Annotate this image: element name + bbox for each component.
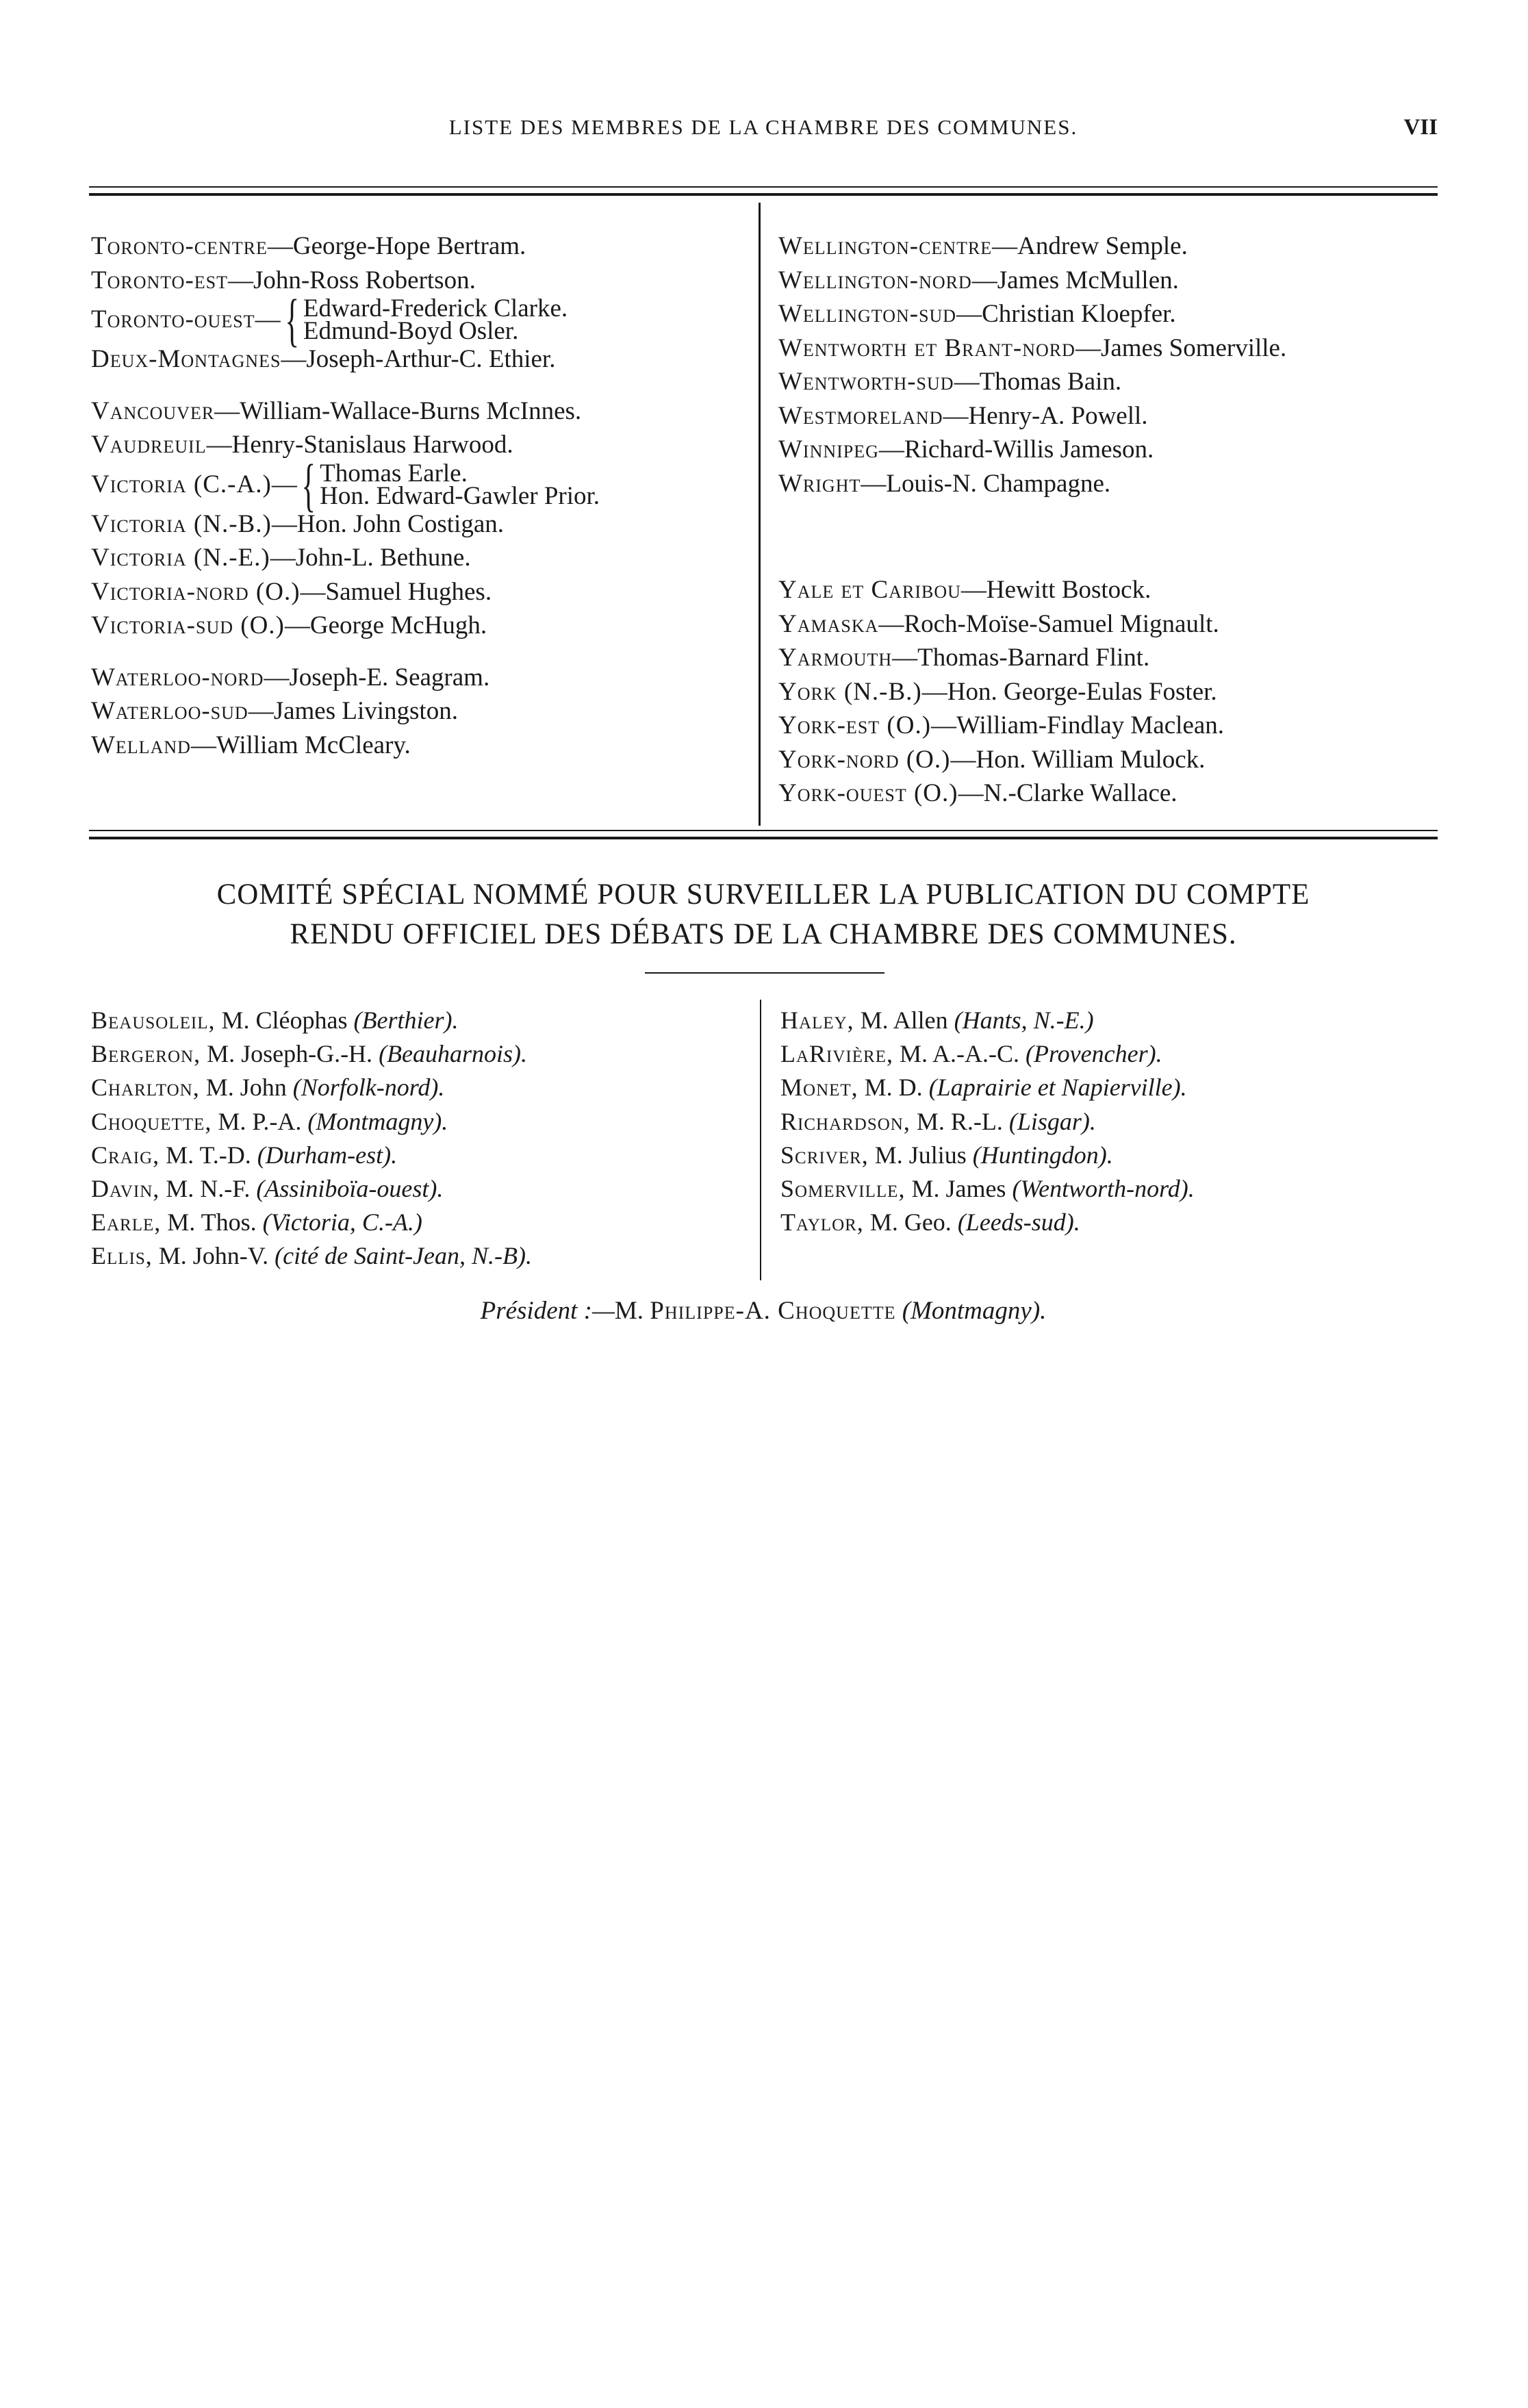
committee-heading-rule <box>645 972 884 974</box>
member-entry: Victoria (N.-B.)—Hon. John Costigan. <box>91 509 504 538</box>
mid-rule-thin <box>89 830 1438 831</box>
member-entry: Yamaska—Roch-Moïse-Samuel Mignault. <box>778 609 1219 638</box>
committee-president: Président :—M. Philippe-A. Choquette (Montmagny). <box>480 1297 1047 1325</box>
member-entry: Wellington-sud—Christian Kloepfer. <box>778 300 1176 328</box>
committee-member: Richardson, M. R.-L. (Lisgar). <box>780 1107 1096 1135</box>
members-right-column <box>778 229 1286 811</box>
president-label: Président :— <box>480 1297 615 1325</box>
member-entry: Westmoreland—Henry-A. Powell. <box>778 401 1148 430</box>
committee-left-column <box>91 1004 532 1273</box>
page-number: VII <box>1403 115 1438 140</box>
committee-member: Somerville, M. James (Wentworth-nord). <box>780 1174 1195 1202</box>
member-entry: Victoria (N.-E.)—John-L. Bethune. <box>91 544 471 572</box>
committee-column-divider <box>760 1000 761 1280</box>
mid-rule-thick <box>89 837 1438 839</box>
committee-heading-line-1: COMITÉ SPÉCIAL NOMMÉ POUR SURVEILLER LA PUBLICATION DU COMPTE <box>216 878 1310 911</box>
committee-member: Taylor, M. Geo. (Leeds-sud). <box>780 1208 1080 1237</box>
committee-member: Scriver, M. Julius (Huntingdon). <box>780 1141 1113 1169</box>
brace-glyph: { <box>284 287 299 353</box>
member-entry: Welland—William McCleary. <box>91 731 411 759</box>
member-entry: York-ouest (O.)—N.-Clarke Wallace. <box>778 779 1177 807</box>
committee-member: Ellis, M. John-V. (cité de Saint-Jean, N.-B). <box>91 1242 532 1270</box>
member-entry: York-est (O.)—William-Findlay Maclean. <box>778 711 1225 739</box>
brace-glyph: { <box>301 451 316 518</box>
member-entry: Victoria (C.-A.) — { Thomas Earle. Hon. Edward-Gawler Prior. <box>91 451 600 518</box>
member-entry: Wentworth-sud—Thomas Bain. <box>778 368 1122 396</box>
committee-member: Davin, M. N.-F. (Assiniboïa-ouest). <box>91 1174 444 1202</box>
member-entry: Yale et Caribou—Hewitt Bostock. <box>778 576 1151 604</box>
member-entry: Toronto-ouest — { Edward-Frederick Clarke. Edmund-Boyd Osler. <box>91 287 568 353</box>
member-entry: Vaudreuil—Henry-Stanislaus Harwood. <box>91 431 513 459</box>
top-rule-thin <box>89 186 1438 188</box>
member-entry: Deux-Montagnes—Joseph-Arthur-C. Ethier. <box>91 345 556 373</box>
running-head <box>89 115 1438 149</box>
member-entry: Wellington-nord—James McMullen. <box>778 266 1179 294</box>
committee-member: Beausoleil, M. Cléophas (Berthier). <box>91 1006 459 1034</box>
committee-member: Monet, M. D. (Laprairie et Napierville). <box>780 1074 1187 1102</box>
member-entry: Waterloo-sud—James Livingston. <box>91 697 458 725</box>
member-entry: Wentworth et Brant-nord—James Somerville. <box>778 333 1287 362</box>
president-name: Philippe-A. Choquette <box>650 1297 896 1325</box>
committee-right-column <box>780 1004 1195 1239</box>
members-left-column <box>91 229 600 762</box>
member-entry: York (N.-B.)—Hon. George-Eulas Foster. <box>778 677 1217 706</box>
committee-member: Bergeron, M. Joseph-G.-H. (Beauharnois). <box>91 1040 528 1068</box>
members-column-divider <box>759 203 761 826</box>
member-entry: Toronto-centre—George-Hope Bertram. <box>91 232 526 260</box>
member-entry: Toronto-est—John-Ross Robertson. <box>91 266 476 294</box>
committee-member: Haley, M. Allen (Hants, N.-E.) <box>780 1006 1094 1034</box>
top-rule-thick <box>89 193 1438 196</box>
committee-member: Craig, M. T.-D. (Durham-est). <box>91 1141 398 1169</box>
committee-member: Choquette, M. P.-A. (Montmagny). <box>91 1107 448 1135</box>
committee-member: Earle, M. Thos. (Victoria, C.-A.) <box>91 1208 422 1237</box>
committee-member: LaRivière, M. A.-A.-C. (Provencher). <box>780 1040 1162 1068</box>
committee-member: Charlton, M. John (Norfolk-nord). <box>91 1074 445 1102</box>
member-entry: Wellington-centre—Andrew Semple. <box>778 232 1188 260</box>
member-entry: Victoria-nord (O.)—Samuel Hughes. <box>91 577 492 606</box>
member-entry: York-nord (O.)—Hon. William Mulock. <box>778 745 1206 774</box>
member-entry: Waterloo-nord—Joseph-E. Seagram. <box>91 663 490 692</box>
committee-heading <box>89 875 1438 954</box>
member-entry: Vancouver—William-Wallace-Burns McInnes. <box>91 396 582 425</box>
member-entry: Victoria-sud (O.)—George McHugh. <box>91 611 487 639</box>
member-entry: Wright—Louis-N. Champagne. <box>778 469 1111 498</box>
page-header-title: LISTE DES MEMBRES DE LA CHAMBRE DES COMMUNES. <box>448 115 1078 139</box>
committee-heading-line-2: RENDU OFFICIEL DES DÉBATS DE LA CHAMBRE DES COMMUNES. <box>290 918 1237 950</box>
member-entry: Winnipeg—Richard-Willis Jameson. <box>778 435 1154 464</box>
member-entry: Yarmouth—Thomas-Barnard Flint. <box>778 644 1150 672</box>
